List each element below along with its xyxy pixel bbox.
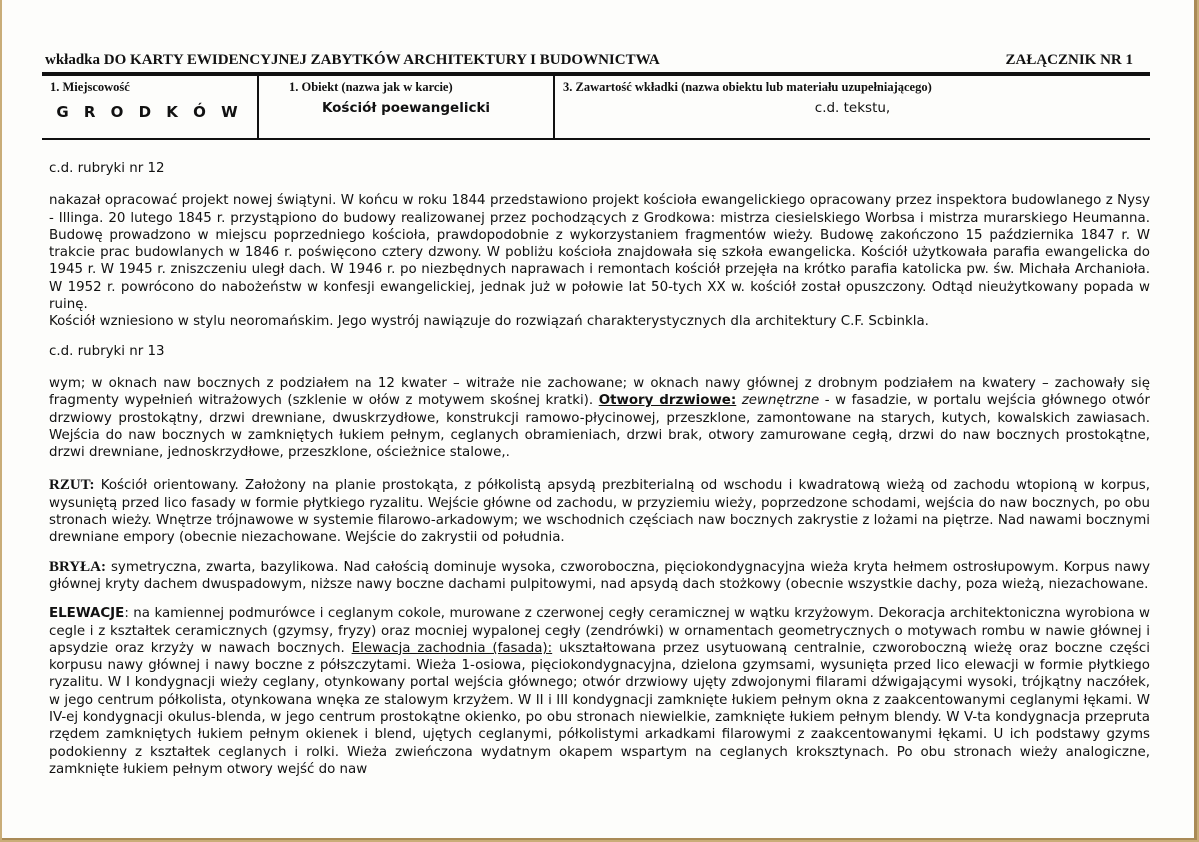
fields-bottom-rule [42, 138, 1150, 140]
elewacje-heading: ELEWACJE [49, 606, 125, 622]
doors-exterior-label: zewnętrzne [741, 393, 820, 409]
bryla-paragraph: BRYŁA: symetryczna, zwarta, bazylikowa. Nad całością dominuje wysoka, czworoboczna, pięciokondygnacyjna wieża kryta hełmem ostrosłupowym. Korpus nawy głównej kryty dachem dwuspadowym, niższe nawy boczne dachami pulpitowymi, nad apsydą dach stożkowy (obecnie wszystkie dachy, poza wieżą, niezachowane. [49, 558, 1150, 592]
elewacje-paragraph: ELEWACJE: na kamiennej podmurówce i ceglanym cokole, murowane z czerwonej cegły ceramicznej w wątku krzyżowym. Dekoracja architektoniczna wyrobiona w cegle i z kształtek ceramicznych (gzymsy, fryzy) oraz mocniej wypalonej cegły (zendrówki) w ornamentach geometrycznych o motywach rombu w nawie głównej i apsydzie oraz krzyży w nawach bocznych. Elewacja zachodnia (fasada): ukształtowana przez usytuowaną centralnie, czworoboczną wieżę oraz boczne części korpusu nawy głównej i nawy boczne z półszczytami. Wieża 1-osiowa, pięciokondygnacyjna, dzielona gzymsami, wysunięta przed lico elewacji w formie płytkiego ryzalitu. W I kondygnacji wieży ceglany, otynkowany portal wejścia głównego; otwór drzwiowy ujęty zdwojonymi filarami dźwigającymi wysoki, trójkątny naczółek, w jego centrum półkolista, otynkowana wnęka ze stalowym krzyżem. W II i III kondygnacji zamknięte łukiem pełnym okna z zaakcentowanymi ceglanymi łękami. W IV-ej kondygnacji okulus-blenda, w jego centrum prostokątne okienko, po obu stronach niewielkie, zamknięte łukiem pełnym blendy. W V-ta kondygnacja przeprutа rzędem zamkniętych łukiem pełnym okienek i blend, ujętych ceglanymi, półkolistymi arkadkami filarowymi z zaakcentowanymi łękami. U ich podstawy gzyms podokienny z kształtek ceglanych i rolki. Wieża zwieńczona wydatnym okapem wspartym na ceglanych kroksztynach. Po obu stronach wieży analogiczne, zamknięte łukiem pełnym otwory wejść do naw [49, 606, 1150, 777]
rzut-heading: RZUT: [49, 477, 95, 494]
place-field [42, 76, 259, 138]
doors-heading: Otwory drzwiowe: [598, 393, 737, 409]
place-label: 1. Miejscowość [50, 80, 130, 94]
section-12-label: c.d. rubryki nr 12 [49, 161, 165, 176]
content-value: c.d. tekstu, [814, 100, 891, 116]
object-label: 1. Obiekt (nazwa jak w karcie) [289, 80, 453, 94]
content-label: 3. Zawartość wkładki (nazwa obiektu lub materiału uzupełniającego) [563, 80, 932, 94]
object-value: Kościół poewangelicki [321, 100, 491, 116]
form-fields-row [42, 76, 1150, 138]
form-header [45, 52, 1133, 69]
content-field [555, 76, 1150, 138]
form-title: wkładka DO KARTY EWIDENCYJNEJ ZABYTKÓW ARCHITEKTURY I BUDOWNICTWA [45, 52, 660, 68]
section-12-style-paragraph: Kościół wzniesiono w stylu neoromańskim. Jego wystrój nawiązuje do rozwiązań charakterystycznych dla architektury C.F. Scbinkla. [49, 314, 929, 330]
place-value: G R O D K Ó W [56, 103, 243, 121]
rzut-paragraph: RZUT: Kościół orientowany. Założony na planie prostokąta, z półkolistą apsydą prezbiterialną od wschodu i kwadratową wieżą od zachodu wtopioną w korpus, wysuniętą przed lico fasady w formie płytkiego ryzalitu. Wejście główne od zachodu, w przyziemiu wieży, poprzedzone schodami, wejścia do naw bocznych, po obu stronach wieży. Wnętrze trójnawowe w systemie filarowo-arkadowym; we wschodnich częściach naw bocznych zakrystie z lożami na piętrze. Nad nawami bocznymi drewniane empory (obecnie niezachowane. Wejście do zakrystii od południa. [49, 477, 1150, 546]
bryla-heading: BRYŁA: [49, 558, 106, 575]
west-elevation-label: Elewacja zachodnia (fasada): [351, 640, 553, 656]
annex-label: ZAŁĄCZNIK NR 1 [1005, 52, 1133, 68]
section-13-label: c.d. rubryki nr 13 [49, 343, 165, 359]
object-field [259, 76, 555, 138]
section-12-paragraph: nakazał opracować projekt nowej świątyni. W końcu w roku 1844 przedstawiono projekt kościoła ewangelickiego opracowany przez inspektora budowlanego z Nysy - Illinga. 20 lutego 1845 r. przystąpiono do budowy realizowanej przez pochodzących z Grodkowa: mistrza ciesielskiego Worbsa i mistrza murarskiego Heumanna. Budowę prowadzono w miejscu poprzedniego kościoła, prawdopodobnie z wykorzystaniem fragmentów wieży. Budowę zakończono 15 października 1847 r. W trakcie prac budowlanych w 1846 r. poświęcono cztery dzwony. W pobliżu kościoła znajdowała się szkoła ewangelicka. Kościół użytkowała parafia ewangelicka do 1945 r. W 1945 r. zniszczeniu uległ dach. W 1946 r. po niezbędnych naprawach i remontach kościół przejęła na krótko parafia katolicka pw. św. Michała Archanioła. W 1952 r. powrócono do nabożeństw w konfesji ewangelickiej, jednak już w połowie lat 50-tych XX w. kościół został opuszczony. Odtąd nieużytkowany popada w ruinę. [49, 193, 1150, 313]
document-page [2, 0, 1197, 840]
document-body [49, 160, 1150, 778]
section-13-paragraph: wym; w oknach naw bocznych z podziałem na 12 kwater – witraże nie zachowane; w oknach nawy głównej z drobnym podziałem na kwatery – zachowały się fragmenty wypełnień witrażowych (szklenie w ołów z motywem skośnej kratki). Otwory drzwiowe: zewnętrzne - w fasadzie, w portalu wejścia głównego otwór drzwiowy prostokątny, drzwi drewniane, dwuskrzydłowe, konstrukcji ramowo-płycinowej, przeszklone, zamontowane na starych, kutych, kowalskich zawiasach. Wejścia do naw bocznych w zamkniętych łukiem pełnym, ceglanych obramieniach, drzwi brak, otwory zamurowane cegłą, drzwi do naw bocznych prostokątne, drzwi drewniane, jednoskrzydłowe, przeszklone, ościeżnice stalowe,. [49, 375, 1150, 461]
